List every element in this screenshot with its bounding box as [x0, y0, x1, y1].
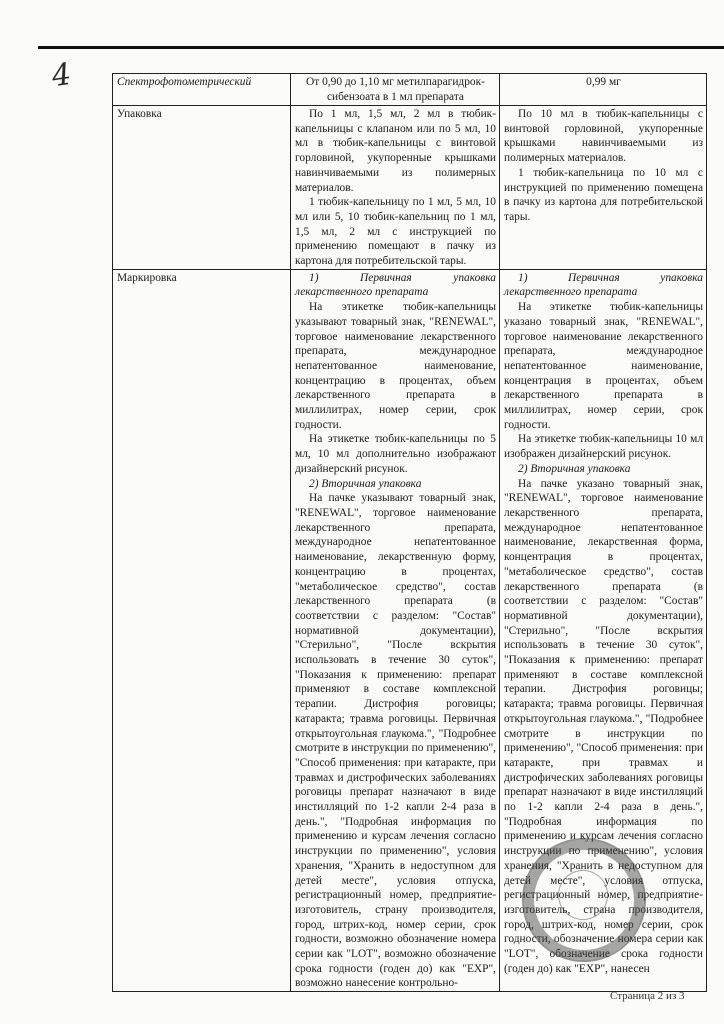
packaging-right-p1: По 10 мл в тюбик-капельницы с винтовой горловиной, укупоренные крышками навинчиваемыми из полимерных материалов.: [504, 108, 703, 165]
marking-right-p1: На этикетке тюбик-капельницы указано товарный знак, "RENEWAL", торговое наименование лекарственного препарата, международное непатентованное наименование, концентрация в процентах, объем лекарственного препарата в миллилитрах, номер серии, срок годности.: [504, 301, 703, 431]
spectro-right-cell: 0,99 мг: [500, 74, 707, 106]
marking-left-p2: На этикетке тюбик-капельницы по 5 мл, 10 мл дополнительно изображают дизайнерский рисунок.: [295, 433, 496, 475]
seal-inner-ring: [551, 862, 616, 927]
table-row-packaging: [113, 106, 707, 270]
row-label-spectro: [113, 74, 291, 106]
packaging-right-p2: 1 тюбик-капельница по 10 мл с инструкцией по применению помещена в пачку из картона для потребительской тары.: [504, 166, 703, 223]
page-footer: Страница 2 из 3: [610, 990, 685, 1002]
packaging-left-cell: [291, 106, 500, 270]
packaging-right-cell: [500, 106, 707, 270]
top-border-line: [38, 46, 724, 49]
row-label-packaging: Упаковка: [113, 106, 291, 270]
spectro-left-cell: От 0,90 до 1,10 мг метилпарагидрок-сибензоата в 1 мл препарата: [291, 74, 500, 106]
table-row-spectro: [113, 74, 707, 106]
packaging-left-p2: 1 тюбик-капельницу по 1 мл, 5 мл, 10 мл или 5, 10 тюбик-капельниц по 1 мл, 1,5 мл, 2 мл с инструкцией по применению помещают в пачку из картона для потребительской тары.: [295, 196, 496, 268]
handwritten-page-mark: 4: [49, 56, 74, 95]
marking-left-p3: На пачке указывают товарный знак, "RENEWAL", торговое наименование лекарственного препарата, международное непатентованное наименование, лекарственную форму, концентрацию в процентах, "метаболическое средство", состав лекарственного препарата (в соответствии с разделом: "Состав" нормативной документации), "Стерильно", "После вскрытия использовать в течение 30 суток", "Показания к применению: препарат применяют в составе комплексной терапии. Дистрофия роговицы; катаракта; травма роговицы. Первичная открытоугольная глаукома.", "Подробнее смотрите в инструкции по применению", "Способ применения: при катаракте, при травмах и дистрофических заболеваниях роговицы препарат назначают в виде инстилляций по 1-2 капли 2-4 раза в день.", "Подробная информация по применению и курсам лечения согласно инструкции по применению", условия хранения, "Хранить в недоступном для детей месте", условия отпуска, регистрационный номер, предприятие-изготовитель, страну производителя, город, штрих-код, номер серии, срок годности, возможно обозначение номера серии как "LOT", возможно обозначение срока годности (годен до) как "EXP", возможно нанесение контрольно-: [295, 492, 496, 990]
packaging-left-p1: По 1 мл, 1,5 мл, 2 мл в тюбик-капельницы с клапаном или по 5 мл, 10 мл в тюбик-капельницы с винтовой горловиной, укупоренные крышками навинчиваемыми из полимерных материалов.: [295, 108, 496, 194]
marking-right-p3: На пачке указано товарный знак, "RENEWAL", торговое наименование лекарственного препарата, международное непатентованное наименование, лекарственная форма, концентрация в процентах, "метаболическое средство", состав лекарственного препарата (в соответствии с разделом: "Состав" нормативной документации), "Стерильно", "После вскрытия использовать в течение 30 суток", "Показания к применению: препарат применяют в составе комплексной терапии. Дистрофия роговицы; катаракта; травма роговицы. Первичная открытоугольная глаукома.", "Подробнее смотрите в инструкции по применению", "Способ применения: при катаракте, при травмах и дистрофических заболеваниях роговицы препарат назначают в виде инстилляций по 1-2 капли 2-4 раза в день.", "Подробная информация по применению и курсам лечения согласно инструкции по применению", условия хранения, "Хранить в недоступном для детей месте", условия отпуска, регистрационный номер, предприятие-изготовитель, страна производителя, город, штрих-код, номер серии, срок годности, обозначение номера серии как "LOT", обозначение срока годности (годен до) как "EXP", нанесен: [504, 477, 703, 975]
marking-left-p1: На этикетке тюбик-капельницы указывают товарный знак, "RENEWAL", торговое наименование лекарственного препарата, международное непатентованное наименование, концентрацию в процентах, объем лекарственного препарата в миллилитрах, номер серии, срок годности.: [295, 301, 496, 431]
marking-right-heading-2: 2) Вторичная упаковка: [518, 462, 631, 475]
row-label-text: Спектрофотометрический: [117, 76, 252, 88]
marking-left-heading-2: 2) Вторичная упаковка: [309, 477, 422, 490]
marking-left-heading-1: 1) Первичная упаковка лекарственного препарата: [295, 271, 496, 299]
row-label-marking: Маркировка: [113, 269, 291, 991]
marking-right-heading-1: 1) Первичная упаковка лекарственного препарата: [504, 271, 703, 299]
marking-left-cell: [291, 269, 500, 991]
marking-right-p2: На этикетке тюбик-капельницы 10 мл изображен дизайнерский рисунок.: [504, 433, 703, 461]
